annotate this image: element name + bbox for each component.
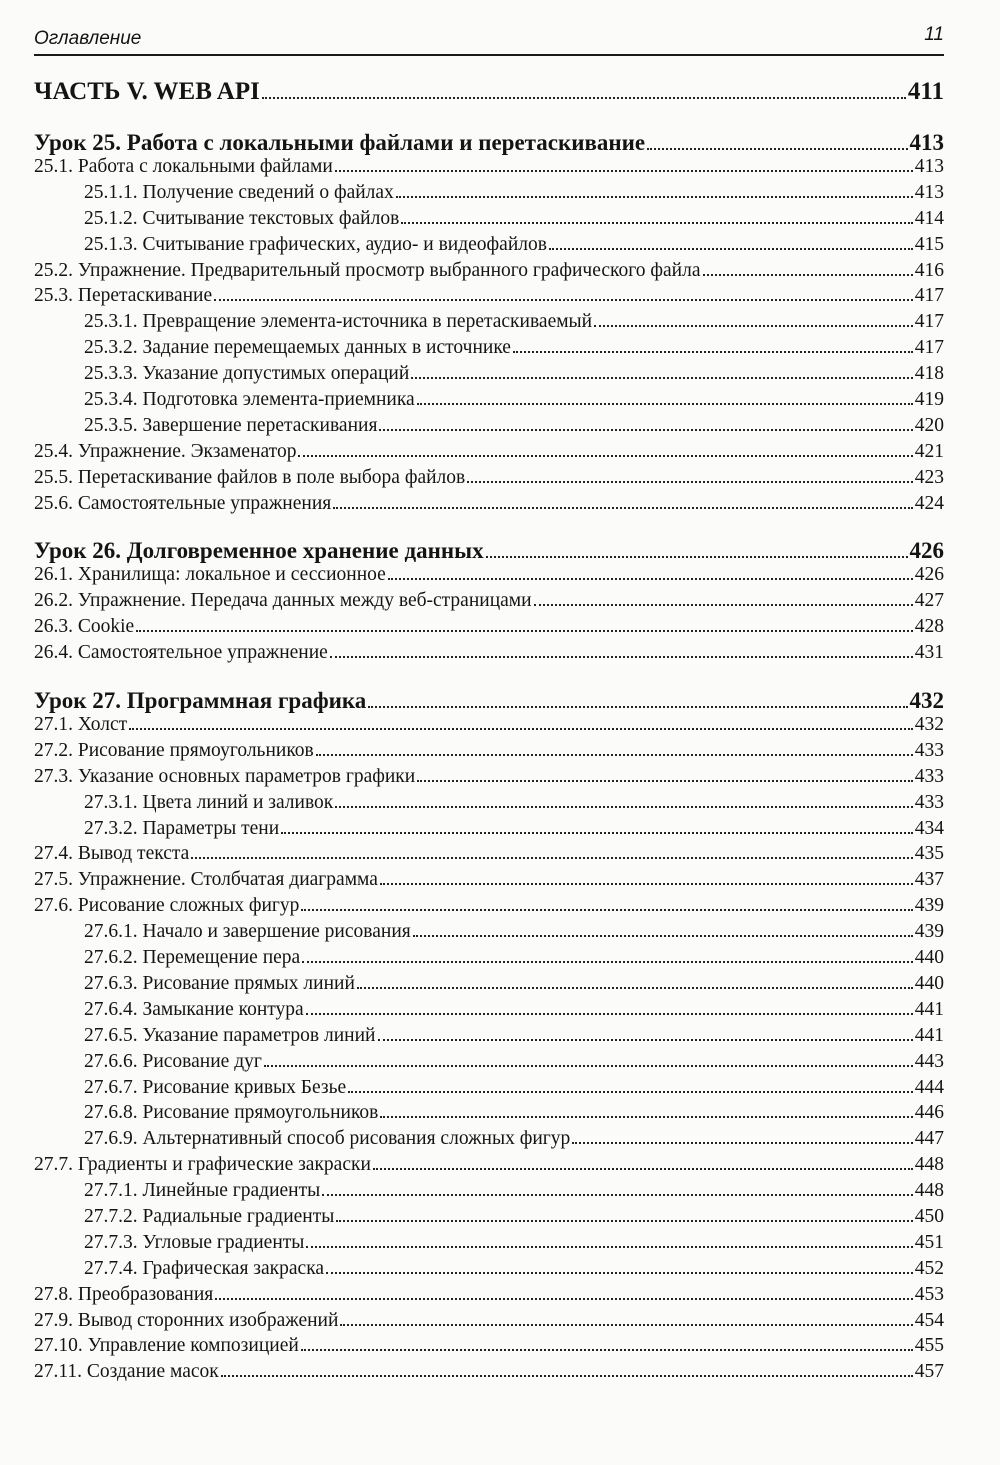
dot-leader <box>306 1246 912 1248</box>
toc-entry-label: Урок 25. Работа с локальными файлами и перетаскивание <box>34 130 646 155</box>
toc-entry-label: 27.6.5. Указание параметров линий <box>84 1024 376 1046</box>
toc-entry-sub[interactable] <box>34 234 944 260</box>
toc-entry-label: 25.5. Перетаскивание файлов в поле выбора файлов <box>34 466 466 488</box>
toc-entry-sub[interactable] <box>34 311 944 337</box>
toc-entry-sub[interactable] <box>34 1025 944 1051</box>
toc-entry-label: 27.6.9. Альтернативный способ рисования сложных фигур <box>84 1128 571 1150</box>
toc-entry-label: 25.6. Самостоятельные упражнения <box>34 492 332 514</box>
toc-entry-label: 27.9. Вывод сторонних изображений <box>34 1309 339 1331</box>
toc-entry-label: 25.3.1. Превращение элемента-источника в перетаскиваемый <box>84 311 593 333</box>
toc-entry-page: 454 <box>914 1309 944 1331</box>
toc-entry-page: 444 <box>914 1076 944 1098</box>
dot-leader <box>335 806 912 808</box>
toc-entry-label: 25.3. Перетаскивание <box>34 285 213 307</box>
toc-entry-lesson[interactable] <box>34 688 944 714</box>
toc-entry-label: 27.3.1. Цвета линий и заливок <box>84 791 334 813</box>
toc-entry-page: 440 <box>914 947 944 969</box>
dot-leader <box>215 1298 913 1300</box>
toc-entry-page: 417 <box>914 311 944 333</box>
toc-entry-sec[interactable] <box>34 1284 944 1310</box>
dot-leader <box>378 1039 913 1041</box>
dot-leader <box>396 196 913 198</box>
toc-entry-sec[interactable] <box>34 714 944 740</box>
dot-leader <box>221 1375 913 1377</box>
toc-entry-page: 450 <box>914 1205 944 1227</box>
toc-entry-page: 433 <box>914 739 944 761</box>
toc-entry-label: 27.3. Указание основных параметров графики <box>34 765 416 787</box>
toc-entry-label: 26.4. Самостоятельное упражнение <box>34 642 328 664</box>
dot-leader <box>262 97 906 99</box>
toc-entry-page: 421 <box>914 440 944 462</box>
toc-entry-page: 413 <box>914 156 944 177</box>
toc-entry-label: 26.1. Хранилища: локальное и сессионное <box>34 564 386 586</box>
toc-entry-label: 27.10. Управление композицией <box>34 1335 299 1357</box>
dot-leader <box>264 1065 913 1067</box>
toc-entry-label: 27.1. Холст <box>34 714 128 736</box>
dot-leader <box>301 909 912 911</box>
toc-entry-sec[interactable] <box>34 467 944 493</box>
toc-entry-page: 428 <box>914 616 944 638</box>
toc-entry-label: 25.2. Упражнение. Предварительный просмотр выбранного графического файла <box>34 259 701 281</box>
toc-entry-label: Урок 27. Программная графика <box>34 688 367 714</box>
toc-entry-label: 27.5. Упражнение. Столбчатая диаграмма <box>34 869 378 891</box>
toc-entry-sub[interactable] <box>34 363 944 389</box>
toc-entry-label: Урок 26. Долговременное хранение данных <box>34 538 484 564</box>
toc-entry-sec[interactable] <box>34 895 944 921</box>
toc-entry-label: 27.8. Преобразования <box>34 1283 214 1305</box>
toc-entry-sec[interactable] <box>34 156 944 182</box>
toc-entry-label: 27.6.8. Рисование прямоугольников <box>84 1102 379 1124</box>
dot-leader <box>411 377 912 379</box>
toc-entry-label: 25.3.3. Указание допустимых операций <box>84 363 410 385</box>
toc-entry-label: 25.1.1. Получение сведений о файлах <box>84 181 394 203</box>
toc-entry-page: 440 <box>914 972 944 994</box>
dot-leader <box>388 578 913 580</box>
toc-entry-sec[interactable] <box>34 590 944 616</box>
toc-entry-label: 27.6.7. Рисование кривых Безье <box>84 1076 347 1098</box>
toc-entry-label: 27.4. Вывод текста <box>34 843 190 865</box>
toc-entry-label: 25.4. Упражнение. Экзаменатор <box>34 440 297 462</box>
toc-entry-sub[interactable] <box>34 182 944 208</box>
toc-entry-sec[interactable] <box>34 285 944 311</box>
dot-leader <box>336 1220 912 1222</box>
toc-entry-page: 446 <box>914 1102 944 1124</box>
toc-entry-sub[interactable] <box>34 1232 944 1258</box>
toc-entry-page: 417 <box>914 337 944 359</box>
toc-entry-page: 443 <box>914 1050 944 1072</box>
toc-entry-page: 411 <box>907 78 944 105</box>
toc-entry-page: 433 <box>914 791 944 813</box>
dot-leader <box>703 274 913 276</box>
dot-leader <box>335 170 913 172</box>
toc-entry-page: 434 <box>914 817 944 839</box>
toc-entry-page: 415 <box>914 233 944 255</box>
toc-entry-sec[interactable] <box>34 1361 944 1387</box>
dot-leader <box>136 630 913 632</box>
dot-leader <box>647 148 907 150</box>
toc-entry-page: 419 <box>914 389 944 411</box>
toc-entry-label: 25.3.5. Завершение перетаскивания <box>84 414 378 436</box>
toc-entry-label: 27.6.4. Замыкание контура <box>84 998 304 1020</box>
toc-entry-label: 27.3.2. Параметры тени <box>84 817 280 839</box>
toc-entry-page: 457 <box>914 1361 944 1383</box>
dot-leader <box>417 403 913 405</box>
dot-leader <box>357 987 913 989</box>
toc-entry-label: 27.6.1. Начало и завершение рисования <box>84 921 411 943</box>
toc-entry-sec[interactable] <box>34 1310 944 1336</box>
toc-entry-page: 418 <box>914 363 944 385</box>
dot-leader <box>340 1324 912 1326</box>
dot-leader <box>306 1013 913 1015</box>
toc-entry-page: 455 <box>914 1335 944 1357</box>
dot-leader <box>302 961 913 963</box>
dot-leader <box>214 299 913 301</box>
toc-entry-label: 27.7.2. Радиальные градиенты <box>84 1205 335 1227</box>
toc-entry-label: 26.2. Упражнение. Передача данных между веб-страницами <box>34 590 532 612</box>
header-title: Оглавление <box>34 28 142 49</box>
dot-leader <box>298 455 912 457</box>
toc-entry-page: 420 <box>914 414 944 436</box>
toc-entry-page: 416 <box>914 259 944 281</box>
toc-entry-sub[interactable] <box>34 337 944 363</box>
toc-entry-page: 424 <box>914 492 944 514</box>
toc-entry-lesson[interactable] <box>34 130 944 156</box>
toc-entry-page: 441 <box>914 998 944 1020</box>
toc-entry-sub[interactable] <box>34 415 944 441</box>
toc-entry-sub[interactable] <box>34 947 944 973</box>
dot-leader <box>330 656 913 658</box>
toc-entry-page: 447 <box>914 1128 944 1150</box>
toc-entry-page: 448 <box>914 1154 944 1176</box>
toc-entry-page: 451 <box>914 1231 944 1253</box>
toc-entry-page: 426 <box>909 538 944 564</box>
dot-leader <box>572 1142 912 1144</box>
dot-leader <box>191 857 912 859</box>
toc-entry-sub[interactable] <box>34 1077 944 1103</box>
toc-entry-page: 435 <box>914 843 944 865</box>
toc-entry-page: 413 <box>909 130 944 155</box>
toc-entry-label: 27.2. Рисование прямоугольников <box>34 739 314 761</box>
toc-entry-sec[interactable] <box>34 1154 944 1180</box>
running-header <box>34 24 944 56</box>
dot-leader <box>129 728 913 730</box>
dot-leader <box>594 325 913 327</box>
toc-entry-page: 413 <box>914 181 944 203</box>
dot-leader <box>380 883 913 885</box>
toc-entry-sec[interactable] <box>34 1335 944 1361</box>
toc-entry-label: 25.3.2. Задание перемещаемых данных в источнике <box>84 337 511 359</box>
toc-entry-page: 453 <box>914 1283 944 1305</box>
toc-entry-page: 439 <box>914 895 944 917</box>
table-of-contents <box>34 78 944 1387</box>
toc-entry-label: ЧАСТЬ V. WEB API <box>34 78 260 105</box>
toc-entry-page: 448 <box>914 1180 944 1202</box>
toc-entry-label: 25.3.4. Подготовка элемента-приемника <box>84 389 415 411</box>
toc-entry-sub[interactable] <box>34 1128 944 1154</box>
toc-entry-page: 439 <box>914 921 944 943</box>
toc-entry-label: 27.11. Создание масок <box>34 1361 219 1383</box>
toc-entry-label: 27.7. Градиенты и графические закраски <box>34 1154 371 1176</box>
dot-leader <box>467 481 913 483</box>
toc-entry-label: 27.7.4. Графическая закраска <box>84 1257 325 1279</box>
toc-entry-sub[interactable] <box>34 1102 944 1128</box>
toc-entry-sec[interactable] <box>34 441 944 467</box>
toc-entry-sec[interactable] <box>34 616 944 642</box>
toc-entry-page: 431 <box>914 642 944 664</box>
toc-entry-sec[interactable] <box>34 740 944 766</box>
toc-entry-page: 433 <box>914 765 944 787</box>
toc-entry-label: 27.7.3. Угловые градиенты <box>84 1231 305 1253</box>
dot-leader <box>326 1272 913 1274</box>
toc-entry-page: 437 <box>914 869 944 891</box>
toc-entry-sec[interactable] <box>34 869 944 895</box>
toc-entry-sub[interactable] <box>34 921 944 947</box>
toc-entry-label: 25.1. Работа с локальными файлами <box>34 156 333 177</box>
toc-entry-label: 27.6.2. Перемещение пера <box>84 947 301 969</box>
dot-leader <box>413 935 913 937</box>
toc-entry-page: 426 <box>914 564 944 586</box>
dot-leader <box>348 1091 913 1093</box>
toc-entry-lesson[interactable] <box>34 538 944 564</box>
toc-entry-sec[interactable] <box>34 843 944 869</box>
dot-leader <box>513 351 913 353</box>
toc-entry-sub[interactable] <box>34 208 944 234</box>
toc-entry-sub[interactable] <box>34 792 944 818</box>
dot-leader <box>368 706 907 708</box>
toc-entry-page: 417 <box>914 285 944 307</box>
toc-entry-label: 25.1.3. Считывание графических, аудио- и видеофайлов <box>84 233 547 255</box>
toc-entry-page: 452 <box>914 1257 944 1279</box>
toc-entry-label: 27.6.3. Рисование прямых линий <box>84 972 355 994</box>
dot-leader <box>301 1349 913 1351</box>
dot-leader <box>401 222 912 224</box>
dot-leader <box>373 1168 913 1170</box>
header-page-number: 11 <box>924 24 944 45</box>
toc-entry-label: 27.7.1. Линейные градиенты <box>84 1180 321 1202</box>
dot-leader <box>316 754 913 756</box>
toc-entry-sec[interactable] <box>34 260 944 286</box>
dot-leader <box>333 507 913 509</box>
toc-entry-sub[interactable] <box>34 818 944 844</box>
toc-entry-label: 27.6.6. Рисование дуг <box>84 1050 262 1072</box>
toc-entry-page: 423 <box>914 466 944 488</box>
toc-entry-sec[interactable] <box>34 642 944 668</box>
toc-entry-sec[interactable] <box>34 493 944 519</box>
toc-entry-label: 26.3. Cookie <box>34 616 135 638</box>
toc-entry-sec[interactable] <box>34 766 944 792</box>
dot-leader <box>379 429 912 431</box>
dot-leader <box>380 1116 912 1118</box>
toc-entry-label: 25.1.2. Считывание текстовых файлов <box>84 207 400 229</box>
toc-entry-page: 427 <box>914 590 944 612</box>
dot-leader <box>322 1194 913 1196</box>
dot-leader <box>486 556 908 558</box>
toc-entry-sub[interactable] <box>34 1051 944 1077</box>
dot-leader <box>417 780 913 782</box>
toc-entry-label: 27.6. Рисование сложных фигур <box>34 895 300 917</box>
toc-entry-page: 441 <box>914 1024 944 1046</box>
toc-entry-page: 432 <box>914 714 944 736</box>
toc-entry-sub[interactable] <box>34 999 944 1025</box>
toc-entry-sub[interactable] <box>34 1206 944 1232</box>
dot-leader <box>534 604 913 606</box>
toc-entry-page: 414 <box>914 207 944 229</box>
toc-entry-sub[interactable] <box>34 973 944 999</box>
toc-entry-sub[interactable] <box>34 389 944 415</box>
toc-entry-sub[interactable] <box>34 1180 944 1206</box>
toc-entry-page: 432 <box>909 688 944 714</box>
toc-entry-sub[interactable] <box>34 1258 944 1284</box>
toc-entry-sec[interactable] <box>34 564 944 590</box>
toc-entry-part[interactable] <box>34 78 944 110</box>
dot-leader <box>549 248 913 250</box>
dot-leader <box>281 832 913 834</box>
